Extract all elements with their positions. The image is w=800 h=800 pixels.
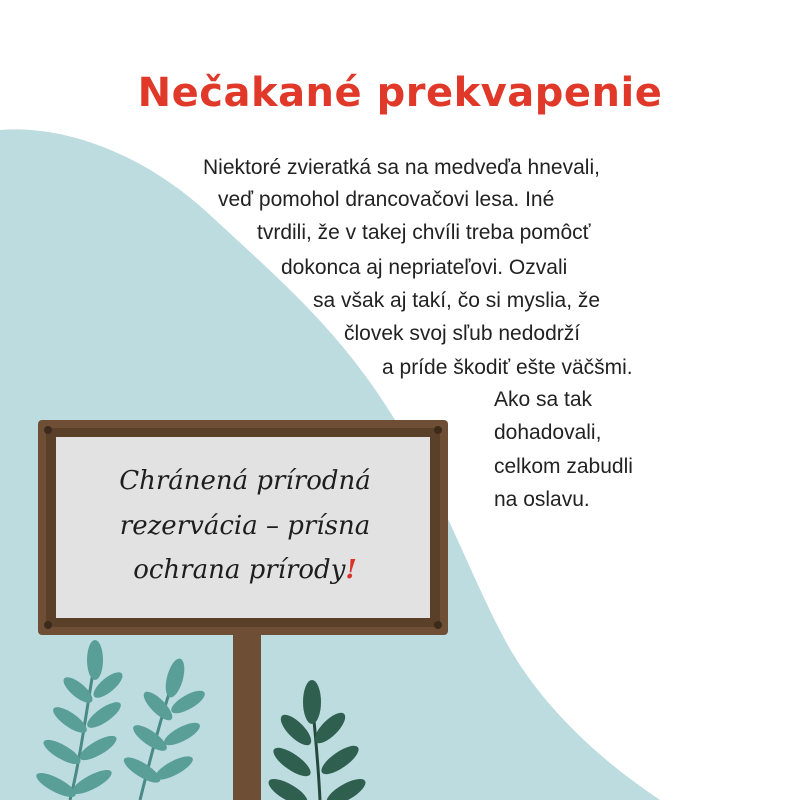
paragraph-line: Niektoré zvieratká sa na medveďa hnevali, [203, 156, 600, 179]
paragraph-line: človek svoj sľub nedodrží [344, 322, 581, 345]
sign-line: ochrana prírody [133, 555, 346, 585]
sign-line: Chránená prírodná [119, 466, 371, 496]
exclamation-mark: ! [345, 555, 357, 585]
paragraph-line: dokonca aj nepriateľovi. Ozvali [281, 256, 568, 279]
sign-bolt-icon [44, 621, 52, 629]
paragraph-line: tvrdili, že v takej chvíli treba pomôcť [257, 221, 591, 244]
sign-line-last [40, 557, 450, 583]
paragraph-line: veď pomohol drancovačovi lesa. Iné [218, 188, 555, 211]
sign-bolt-icon [44, 426, 52, 434]
paragraph-line: celkom zabudli [494, 455, 633, 478]
paragraph-line: a príde škodiť ešte väčšmi. [382, 356, 633, 379]
sign-bolt-icon [434, 621, 442, 629]
sign-bolt-icon [434, 426, 442, 434]
paragraph-line: na oslavu. [494, 488, 590, 511]
paragraph-line: sa však aj takí, čo si myslia, že [313, 289, 601, 312]
sign-post [233, 630, 261, 800]
page-title: Nečakané prekvapenie [137, 70, 663, 116]
paragraph-line: dohadovali, [494, 421, 602, 444]
paragraph-line: Ako sa tak [494, 388, 593, 411]
sign-line: rezervácia – prísna [119, 511, 371, 541]
